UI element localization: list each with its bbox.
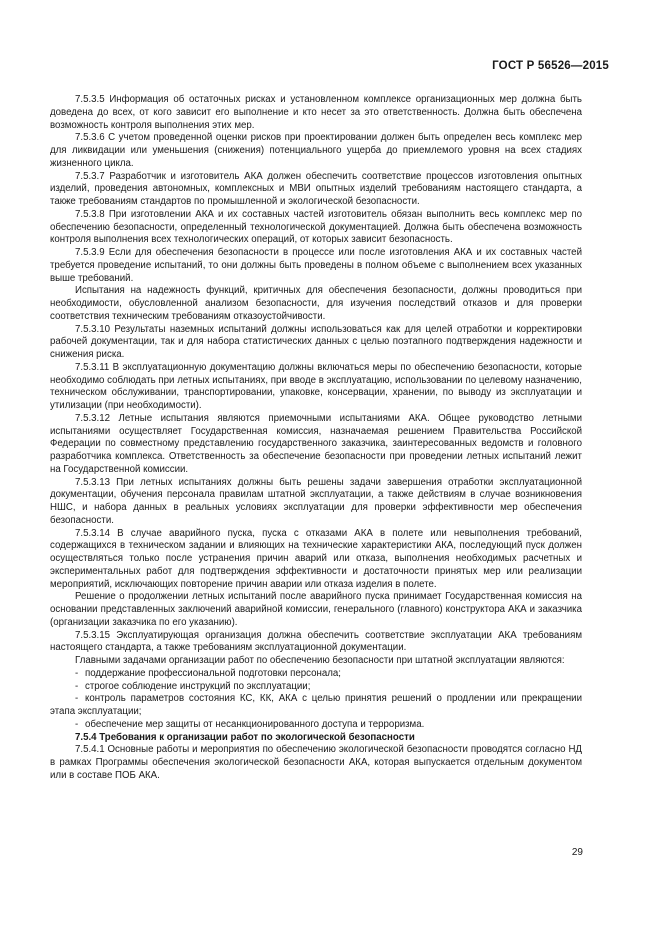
- section-heading: 7.5.4 Требования к организации работ по экологической безопасности: [75, 731, 415, 743]
- list-item-text: обеспечение мер защиты от несанкционированного доступа и терроризма.: [85, 718, 425, 730]
- paragraph: 7.5.3.10 Результаты наземных испытаний должны использоваться как для целей отработки и корректировки рабочей документации, так и для набора статистических данных с целью поэтапного подтверждения надежности и снижения риска.: [50, 323, 582, 360]
- list-item: [50, 668, 582, 681]
- paragraph: Решение о продолжении летных испытаний после аварийного пуска принимает Государственная комиссия на основании представленных заключений аварийной комиссии, генерального (главного) конструктора АКА и заказчика (организации заказчика по его указанию).: [50, 591, 582, 628]
- list-dash: -: [75, 693, 79, 705]
- paragraph: Испытания на надежность функций, критичных для обеспечения безопасности, должны проводиться при необходимости, обусловленной анализом безопасности, для изучения последствий отказов и для проверки соответствия техническим требованиям отказоустойчивости.: [50, 285, 582, 322]
- list-item-text: контроль параметров состояния КС, КК, АКА с целью принятия решений о продлении или прекращении этапа эксплуатации;: [50, 693, 582, 717]
- paragraph: Главными задачами организации работ по обеспечению безопасности при штатной эксплуатации являются:: [75, 655, 565, 666]
- list-dash: -: [75, 718, 79, 730]
- list-item-text: строгое соблюдение инструкций по эксплуатации;: [85, 680, 311, 692]
- document-body: [50, 94, 582, 783]
- paragraph: 7.5.3.12 Летные испытания являются приемочными испытаниями АКА. Общее руководство летными испытаниями осуществляет Государственная комиссия, назначаемая решением Правительства Российской Федерации по совместному представлению государственного заказчика, заинтересованных ведомств и головного разработчика комплекса. Ответственность за обеспечение безопасности при проведении летных испытаний лежит на Государственной комиссии.: [50, 412, 582, 475]
- paragraph: 7.5.3.15 Эксплуатирующая организация должна обеспечить соответствие эксплуатации АКА требованиям настоящего стандарта, а также требованиям эксплуатационной документации.: [50, 629, 582, 654]
- paragraph: 7.5.3.8 При изготовлении АКА и их составных частей изготовитель обязан выполнить весь комплекс мер по обеспечению безопасности, определенный технологической документацией. Должна быть обеспечена возможность контроля выполнения всех технологических операций, от которых зависит безопасность.: [50, 208, 582, 246]
- list-dash: -: [75, 680, 79, 692]
- paragraph: 7.5.3.6 С учетом проведенной оценки рисков при проектировании должен быть определен весь комплекс мер для ликвидации или уменьшения (снижения) потенциального ущерба до приемлемого уровня на всех стадиях жизненного цикла.: [50, 132, 582, 169]
- list-item: [50, 681, 582, 694]
- paragraph: 7.5.3.14 В случае аварийного пуска, пуска с отказами АКА в полете или невыполнения требований, содержащихся в техническом задании и влияющих на технические характеристики АКА, последующий пуск должен осуществляться только после устранения причин аварий или отказа, выполнения необходимых расчетных и экспериментальных работ для подтверждения эффективности и достаточности принятых мер или реализации мероприятий, исключающих повторение причин аварии или отказа изделия в полете.: [50, 527, 582, 590]
- list-item: [50, 693, 582, 719]
- paragraph: 7.5.3.11 В эксплуатационную документацию должны включаться меры по обеспечению безопасности, которые необходимо соблюдать при летных испытаниях, при вводе в эксплуатацию, использовании по целевому назначению, техническом обслуживании, транспортировании, упаковке, консервации, хранении, по выводу из эксплуатации и утилизации (при необходимости).: [50, 361, 582, 411]
- paragraph: 7.5.3.7 Разработчик и изготовитель АКА должен обеспечить соответствие процессов изготовления опытных изделий, проведения автономных, комплексных и МВИ опытных изделий требованиям настоящего стандарта, а также требованиям стандартов по промышленной и экологической безопасности.: [50, 170, 582, 207]
- paragraph: 7.5.3.13 При летных испытаниях должны быть решены задачи завершения отработки эксплуатационной документации, обучения персонала правилам штатной эксплуатации, а также действиям в случае возникновения НШС, и набора данных в реальных условиях эксплуатации для проверки эффективности мер обеспечения безопасности.: [50, 476, 582, 526]
- document-code: ГОСТ Р 56526—2015: [492, 60, 609, 72]
- list-dash: -: [75, 667, 79, 679]
- paragraph: 7.5.3.5 Информация об остаточных рисках и установленном комплексе организационных мер должна быть доведена до всех, от кого зависит его выполнение и кто несет за это ответственность. Должна быть обеспечена возможность контроля выполнения этих мер.: [50, 94, 582, 131]
- paragraph: 7.5.4.1 Основные работы и мероприятия по обеспечению экологической безопасности проводятся согласно НД в рамках Программы обеспечения экологической безопасности АКА, которая выпускается отдельным документом или в составе ПОБ АКА.: [50, 744, 582, 781]
- page-number: 29: [571, 847, 583, 858]
- paragraph: 7.5.3.9 Если для обеспечения безопасности в процессе или после изготовления АКА и их составных частей требуется проведение испытаний, то они должны быть проведены в полном объеме с выполнением всех указанных выше требований.: [50, 247, 582, 284]
- list-item-text: поддержание профессиональной подготовки персонала;: [85, 667, 341, 679]
- list-item: [50, 719, 582, 732]
